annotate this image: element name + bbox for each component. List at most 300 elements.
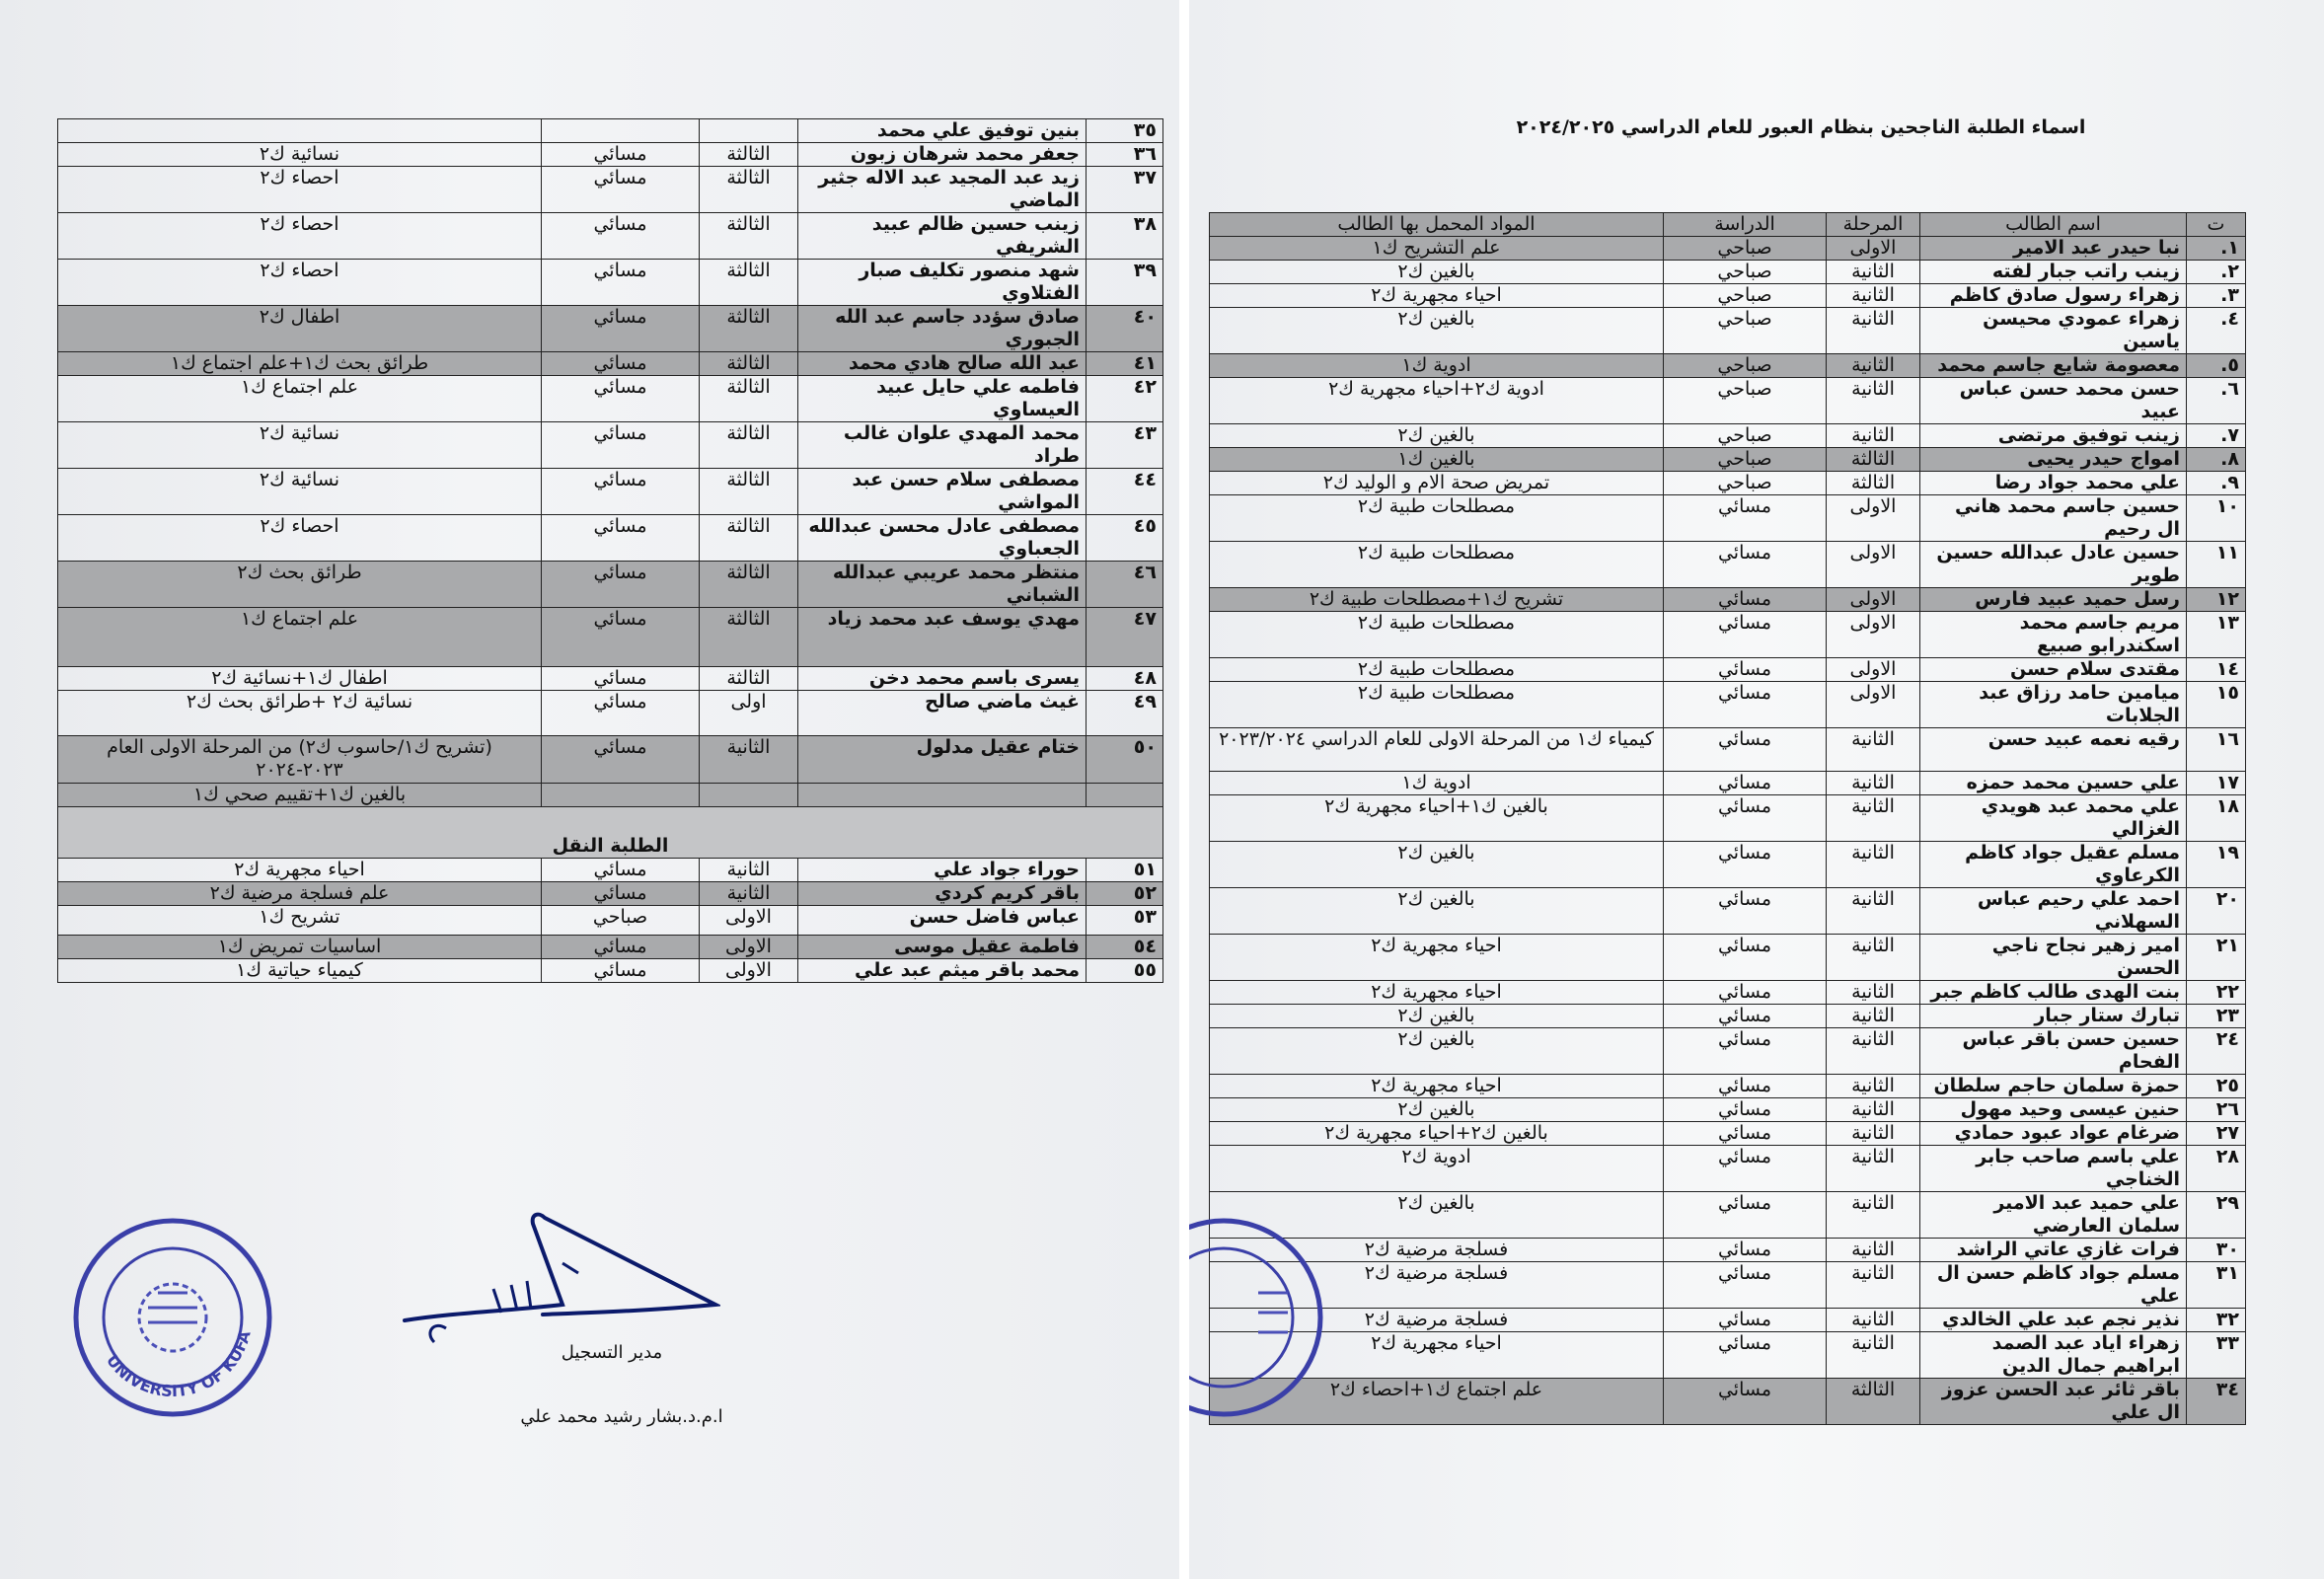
row-number: ٣٤ <box>2187 1379 2246 1425</box>
table-row <box>58 667 1163 691</box>
row-number: ٣٦ <box>1087 143 1163 167</box>
row-number: ٢٢ <box>2187 981 2246 1005</box>
row-number: ١٤ <box>2187 658 2246 682</box>
row-number: ٩. <box>2187 472 2246 495</box>
subjects: تشريح ك١+مصطلحات طبية ك٢ <box>1210 588 1664 612</box>
subjects: طرائق بحث ك٢ <box>58 562 542 608</box>
table-row <box>58 736 1163 784</box>
study-type: مسائي <box>542 306 700 352</box>
student-name: فاطمه علي حايل عبيد العيساوي <box>798 376 1087 422</box>
stage: الثانية <box>1827 1192 1920 1239</box>
study-type: مسائي <box>1664 1028 1827 1075</box>
student-name: امواج حيدر يحيى <box>1920 448 2187 472</box>
study-type: صباحي <box>1664 378 1827 424</box>
study-type: مسائي <box>1664 1192 1827 1239</box>
row-number: ٣١ <box>2187 1262 2246 1309</box>
subjects: كيمياء ك١ من المرحلة الاولى للعام الدراسي ٢٠٢٣/٢٠٢٤ <box>1210 728 1664 772</box>
row-number: ٣٩ <box>1087 260 1163 306</box>
table-row <box>58 882 1163 906</box>
table-row <box>1210 424 2246 448</box>
row-number: ٢٨ <box>2187 1146 2246 1192</box>
stage: الثالثة <box>700 667 798 691</box>
subjects: احياء مجهرية ك٢ <box>1210 284 1664 308</box>
student-name: شهد منصور تكليف صبار الفتلاوي <box>798 260 1087 306</box>
table-row <box>1210 1122 2246 1146</box>
study-type: مسائي <box>542 469 700 515</box>
table-row <box>1210 658 2246 682</box>
row-number: ٣٣ <box>2187 1332 2246 1379</box>
subjects: بالغين ك٢ <box>1210 261 1664 284</box>
student-name: تبارك ستار جبار <box>1920 1005 2187 1028</box>
row-number: ٦. <box>2187 378 2246 424</box>
row-number: ٤٨ <box>1087 667 1163 691</box>
row-number: ٣٥ <box>1087 119 1163 143</box>
subjects: تمريض صحة الام و الوليد ك٢ <box>1210 472 1664 495</box>
university-stamp <box>1189 1214 1327 1421</box>
subjects: احياء مجهرية ك٢ <box>58 859 542 882</box>
row-number: ٤٤ <box>1087 469 1163 515</box>
row-number: ١٠ <box>2187 495 2246 542</box>
study-type: مسائي <box>1664 935 1827 981</box>
table-row <box>1210 842 2246 888</box>
student-name: رقيه نعمه عبيد حسن <box>1920 728 2187 772</box>
stage: الثانية <box>1827 1122 1920 1146</box>
study-type: صباحي <box>542 906 700 936</box>
stage: الاولى <box>1827 542 1920 588</box>
stage: الاولى <box>1827 658 1920 682</box>
row-number: ٧. <box>2187 424 2246 448</box>
study-type: صباحي <box>1664 472 1827 495</box>
row-number: ٤٩ <box>1087 691 1163 736</box>
row-number: ٢٥ <box>2187 1075 2246 1098</box>
stage: الثانية <box>1827 424 1920 448</box>
stage: الاولى <box>700 959 798 983</box>
student-name: باقر كريم كردي <box>798 882 1087 906</box>
stage: الثانية <box>1827 888 1920 935</box>
study-type: مسائي <box>542 562 700 608</box>
student-name: علي باسم صاحب جابر الخناجي <box>1920 1146 2187 1192</box>
row-number: ٣. <box>2187 284 2246 308</box>
subjects: مصطلحات طبية ك٢ <box>1210 682 1664 728</box>
stage: الثانية <box>1827 772 1920 795</box>
student-name: مصطفى عادل محسن عبدالله الجعباوي <box>798 515 1087 562</box>
table-row <box>1210 1005 2246 1028</box>
subjects: بالغين ك٢+احياء مجهرية ك٢ <box>1210 1122 1664 1146</box>
col-header-stage: المرحلة <box>1827 213 1920 237</box>
subjects: احصاء ك٢ <box>58 167 542 213</box>
student-name: ختام عقيل مدلول <box>798 736 1087 784</box>
study-type: مسائي <box>542 691 700 736</box>
row-number <box>1087 784 1163 807</box>
study-type: مسائي <box>1664 542 1827 588</box>
study-type: مسائي <box>1664 1098 1827 1122</box>
stage: الثانية <box>1827 1098 1920 1122</box>
study-type: مسائي <box>542 882 700 906</box>
stage: الثانية <box>1827 1332 1920 1379</box>
stage: الثانية <box>1827 308 1920 354</box>
table-row <box>58 515 1163 562</box>
study-type: مسائي <box>542 260 700 306</box>
study-type: مسائي <box>542 667 700 691</box>
student-name: زهراء عمودي محيسن ياسين <box>1920 308 2187 354</box>
subjects: طرائق بحث ك١+علم اجتماع ك١ <box>58 352 542 376</box>
student-name: حسن محمد حسن عباس عبيد <box>1920 378 2187 424</box>
study-type: مسائي <box>1664 1075 1827 1098</box>
subjects: علم فسلجة مرضية ك٢ <box>58 882 542 906</box>
subjects: بالغين ك١+احياء مجهرية ك٢ <box>1210 795 1664 842</box>
table-row <box>1210 795 2246 842</box>
stage: الاولى <box>1827 612 1920 658</box>
student-name: نذير نجم عبد علي الخالدي <box>1920 1309 2187 1332</box>
table-row <box>58 859 1163 882</box>
subjects: نسائية ك٢ <box>58 469 542 515</box>
study-type: مسائي <box>1664 981 1827 1005</box>
student-name: مقتدى سلام حسن <box>1920 658 2187 682</box>
stage: الاولى <box>700 936 798 959</box>
study-type: مسائي <box>542 608 700 667</box>
stage: الثالثة <box>700 167 798 213</box>
subjects: اطفال ك٢ <box>58 306 542 352</box>
subjects: اساسيات تمريض ك١ <box>58 936 542 959</box>
subjects: ادوية ك٢+احياء مجهرية ك٢ <box>1210 378 1664 424</box>
subjects <box>58 119 542 143</box>
stage: الثانية <box>1827 1262 1920 1309</box>
study-type <box>542 784 700 807</box>
student-name: حسين جاسم محمد هاني ال رحيم <box>1920 495 2187 542</box>
stage: الاولى <box>1827 237 1920 261</box>
study-type: مسائي <box>1664 1332 1827 1379</box>
study-type: مسائي <box>1664 772 1827 795</box>
study-type: مسائي <box>1664 795 1827 842</box>
subjects: فسلجة مرضية ك٢ <box>1210 1239 1664 1262</box>
study-type: صباحي <box>1664 237 1827 261</box>
table-row <box>58 906 1163 936</box>
subjects: احياء مجهرية ك٢ <box>1210 1075 1664 1098</box>
student-name: مريم جاسم محمد اسكندرابو صبيع <box>1920 612 2187 658</box>
study-type: مسائي <box>1664 588 1827 612</box>
signature <box>395 1194 720 1352</box>
student-name: علي حسين محمد حمزه <box>1920 772 2187 795</box>
study-type: مسائي <box>1664 1309 1827 1332</box>
student-name: عباس فاضل حسن <box>798 906 1087 936</box>
subjects: مصطلحات طبية ك٢ <box>1210 542 1664 588</box>
study-type: مسائي <box>1664 1262 1827 1309</box>
stage: الثالثة <box>1827 472 1920 495</box>
subjects: مصطلحات طبية ك٢ <box>1210 658 1664 682</box>
col-header-subjects: المواد المحمل بها الطالب <box>1210 213 1664 237</box>
table-row <box>58 608 1163 667</box>
table-row <box>1210 495 2246 542</box>
stage: الثالثة <box>700 143 798 167</box>
stage: الثانية <box>1827 935 1920 981</box>
subjects: نسائية ك٢ <box>58 143 542 167</box>
row-number: ٢٣ <box>2187 1005 2246 1028</box>
table-row <box>1210 682 2246 728</box>
university-stamp <box>69 1214 276 1421</box>
row-number: ٤. <box>2187 308 2246 354</box>
stage: الثانية <box>1827 284 1920 308</box>
row-number: ٥. <box>2187 354 2246 378</box>
student-name: علي محمد جواد رضا <box>1920 472 2187 495</box>
stage: اولى <box>700 691 798 736</box>
col-header-number: ت <box>2187 213 2246 237</box>
student-name: فاطمة عقيل موسى <box>798 936 1087 959</box>
stage: الثانية <box>1827 795 1920 842</box>
study-type: صباحي <box>1664 284 1827 308</box>
left-roster-table <box>57 118 1163 983</box>
study-type: مسائي <box>542 167 700 213</box>
stage: الثالثة <box>1827 448 1920 472</box>
table-row <box>58 959 1163 983</box>
student-name: فرات غازي عاتي الراشد <box>1920 1239 2187 1262</box>
subjects: بالغين ك٢ <box>1210 842 1664 888</box>
director-name: ا.م.د.بشار رشيد محمد علي <box>520 1406 723 1427</box>
student-name: زيد عبد المجيد عبد الاله جثير الماضي <box>798 167 1087 213</box>
student-name: معصومة شايع جاسم محمد <box>1920 354 2187 378</box>
study-type: مسائي <box>1664 728 1827 772</box>
subjects: علم التشريح ك١ <box>1210 237 1664 261</box>
subjects: بالغين ك٢ <box>1210 1192 1664 1239</box>
study-type: مسائي <box>542 936 700 959</box>
stage: الثالثة <box>700 376 798 422</box>
stage <box>700 784 798 807</box>
row-number: ١٩ <box>2187 842 2246 888</box>
table-row <box>58 352 1163 376</box>
subjects: بالغين ك٢ <box>1210 888 1664 935</box>
section-row <box>58 807 1163 859</box>
stage: الثالثة <box>700 352 798 376</box>
stage: الثانية <box>1827 842 1920 888</box>
student-name: ميامين حامد رزاق عبد الجلابات <box>1920 682 2187 728</box>
table-row <box>1210 354 2246 378</box>
student-name: مصطفى سلام حسن عبد المواشي <box>798 469 1087 515</box>
student-name: امير زهير نجاح ناجي الحسن <box>1920 935 2187 981</box>
student-name: عبد الله صالح هادي محمد <box>798 352 1087 376</box>
subjects: (تشريح ك١/حاسوب ك٢) من المرحلة الاولى العام ٢٠٢٣-٢٠٢٤ <box>58 736 542 784</box>
row-number: ٢. <box>2187 261 2246 284</box>
stage: الاولى <box>1827 682 1920 728</box>
subjects: علم اجتماع ك١+احصاء ك٢ <box>1210 1379 1664 1425</box>
table-row <box>58 784 1163 807</box>
svg-text:UNIVERSITY OF KUFA: UNIVERSITY OF KUFA <box>103 1328 255 1401</box>
table-row <box>58 562 1163 608</box>
subjects: بالغين ك٢ <box>1210 308 1664 354</box>
table-row <box>58 306 1163 352</box>
row-number: ٤٥ <box>1087 515 1163 562</box>
student-name: بنت الهدى طالب كاظم جبر <box>1920 981 2187 1005</box>
subjects: بالغين ك٢ <box>1210 424 1664 448</box>
study-type: مسائي <box>1664 658 1827 682</box>
subjects: ادوية ك١ <box>1210 772 1664 795</box>
table-row <box>58 143 1163 167</box>
student-name: حوراء جواد علي <box>798 859 1087 882</box>
row-number: ٤٧ <box>1087 608 1163 667</box>
table-row <box>1210 1332 2246 1379</box>
student-name: منتظر محمد عريبي عبدالله الشباني <box>798 562 1087 608</box>
study-type: مسائي <box>542 352 700 376</box>
student-name: غيث ماضي صالح <box>798 691 1087 736</box>
student-name: زهراء رسول صادق كاظم <box>1920 284 2187 308</box>
right-roster-table <box>1209 212 2246 1425</box>
student-name: حنين عيسى وحيد مهول <box>1920 1098 2187 1122</box>
table-row <box>1210 237 2246 261</box>
row-number: ١٥ <box>2187 682 2246 728</box>
student-name <box>798 784 1087 807</box>
row-number: ٥٢ <box>1087 882 1163 906</box>
row-number: ٣٨ <box>1087 213 1163 260</box>
table-row <box>1210 1192 2246 1239</box>
row-number: ١٨ <box>2187 795 2246 842</box>
study-type: صباحي <box>1664 448 1827 472</box>
row-number: ٣٠ <box>2187 1239 2246 1262</box>
stage: الاولى <box>1827 588 1920 612</box>
study-type: مسائي <box>542 959 700 983</box>
table-row <box>1210 1098 2246 1122</box>
student-name: زهراء اياد عبد الصمد ابراهيم جمال الدين <box>1920 1332 2187 1379</box>
stage <box>700 119 798 143</box>
student-name: محمد باقر ميثم عبد علي <box>798 959 1087 983</box>
table-row <box>58 167 1163 213</box>
row-number: ٢٠ <box>2187 888 2246 935</box>
col-header-name: اسم الطالب <box>1920 213 2187 237</box>
table-row <box>1210 1379 2246 1425</box>
subjects: بالغين ك١ <box>1210 448 1664 472</box>
student-name: صادق سؤدد جاسم عبد الله الجبوري <box>798 306 1087 352</box>
subjects: كيمياء حياتية ك١ <box>58 959 542 983</box>
table-row <box>1210 378 2246 424</box>
study-type <box>542 119 700 143</box>
table-row <box>58 119 1163 143</box>
student-name: ضرغام عواد عبود حمادي <box>1920 1122 2187 1146</box>
row-number: ٤٢ <box>1087 376 1163 422</box>
stage: الاولى <box>700 906 798 936</box>
stage: الثانية <box>700 859 798 882</box>
row-number: ٥٣ <box>1087 906 1163 936</box>
subjects: احصاء ك٢ <box>58 213 542 260</box>
row-number: ٤٣ <box>1087 422 1163 469</box>
stage: الاولى <box>1827 495 1920 542</box>
student-name: مسلم جواد كاظم حسن ال علي <box>1920 1262 2187 1309</box>
subjects: فسلجة مرضية ك٢ <box>1210 1309 1664 1332</box>
study-type: مسائي <box>1664 682 1827 728</box>
stage: الثالثة <box>700 260 798 306</box>
study-type: مسائي <box>1664 888 1827 935</box>
student-name: باقر ثائر عبد الحسن عزوز ال علي <box>1920 1379 2187 1425</box>
stage: الثانية <box>700 736 798 784</box>
table-row <box>1210 772 2246 795</box>
study-type: صباحي <box>1664 424 1827 448</box>
student-name: رسل حميد عبيد فارس <box>1920 588 2187 612</box>
stage: الثانية <box>1827 1146 1920 1192</box>
table-row <box>58 469 1163 515</box>
subjects: ادوية ك٢ <box>1210 1146 1664 1192</box>
stage: الثالثة <box>700 306 798 352</box>
student-name: علي حميد عبد الامير سلمان العارضي <box>1920 1192 2187 1239</box>
table-row <box>1210 1146 2246 1192</box>
table-row <box>1210 261 2246 284</box>
study-type: مسائي <box>1664 1379 1827 1425</box>
table-row <box>1210 472 2246 495</box>
student-name: محمد المهدي علوان غالب طراد <box>798 422 1087 469</box>
study-type: مسائي <box>542 859 700 882</box>
stage: الثانية <box>1827 1309 1920 1332</box>
table-row <box>1210 612 2246 658</box>
study-type: مسائي <box>1664 495 1827 542</box>
student-name: زينب توفيق مرتضى <box>1920 424 2187 448</box>
table-row <box>1210 448 2246 472</box>
study-type: صباحي <box>1664 308 1827 354</box>
stage: الثانية <box>1827 1075 1920 1098</box>
student-name: زينب حسين ظالم عبيد الشريفي <box>798 213 1087 260</box>
stage: الثالثة <box>700 608 798 667</box>
study-type: مسائي <box>542 143 700 167</box>
director-title: مدير التسجيل <box>561 1342 663 1363</box>
subjects: احصاء ك٢ <box>58 515 542 562</box>
study-type: مسائي <box>1664 1239 1827 1262</box>
table-row <box>58 376 1163 422</box>
row-number: ٣٧ <box>1087 167 1163 213</box>
table-row <box>58 422 1163 469</box>
stage: الثالثة <box>700 422 798 469</box>
study-type: مسائي <box>1664 1005 1827 1028</box>
table-row <box>1210 588 2246 612</box>
stage: الثالثة <box>1827 1379 1920 1425</box>
study-type: مسائي <box>542 213 700 260</box>
col-header-study: الدراسة <box>1664 213 1827 237</box>
row-number: ٢٦ <box>2187 1098 2246 1122</box>
student-name: حسين حسن باقر عباس الفحام <box>1920 1028 2187 1075</box>
table-row <box>58 691 1163 736</box>
table-row <box>58 936 1163 959</box>
row-number: ١٢ <box>2187 588 2246 612</box>
subjects: احصاء ك٢ <box>58 260 542 306</box>
row-number: ٤٠ <box>1087 306 1163 352</box>
subjects: احياء مجهرية ك٢ <box>1210 981 1664 1005</box>
stage: الثالثة <box>700 469 798 515</box>
row-number: ١٣ <box>2187 612 2246 658</box>
study-type: مسائي <box>1664 1122 1827 1146</box>
row-number: ٥١ <box>1087 859 1163 882</box>
subjects-note: بالغين ك١+تقييم صحي ك١ <box>58 784 542 807</box>
table-row <box>1210 935 2246 981</box>
student-name: حمزة سلمان حاجم سلطان <box>1920 1075 2187 1098</box>
subjects: فسلجة مرضية ك٢ <box>1210 1262 1664 1309</box>
table-row <box>1210 1075 2246 1098</box>
student-name: بنين توفيق علي محمد <box>798 119 1087 143</box>
study-type: مسائي <box>1664 1146 1827 1192</box>
subjects: مصطلحات طبية ك٢ <box>1210 612 1664 658</box>
row-number: ٢١ <box>2187 935 2246 981</box>
stage: الثانية <box>1827 1028 1920 1075</box>
row-number: ٢٤ <box>2187 1028 2246 1075</box>
stage: الثانية <box>1827 728 1920 772</box>
stage: الثانية <box>1827 1239 1920 1262</box>
row-number: ٣٢ <box>2187 1309 2246 1332</box>
student-name: زينب راتب جبار لفته <box>1920 261 2187 284</box>
study-type: مسائي <box>1664 612 1827 658</box>
row-number: ١١ <box>2187 542 2246 588</box>
student-name: يسرى باسم محمد دخن <box>798 667 1087 691</box>
table-row <box>1210 1309 2246 1332</box>
row-number: ٢٧ <box>2187 1122 2246 1146</box>
page-title: اسماء الطلبة الناجحين بنظام العبور للعام الدراسي ٢٠٢٤/٢٠٢٥ <box>1516 116 2086 138</box>
student-name: احمد علي رحيم عباس السهلاني <box>1920 888 2187 935</box>
table-row <box>58 213 1163 260</box>
subjects: ادوية ك١ <box>1210 354 1664 378</box>
row-number: ٨. <box>2187 448 2246 472</box>
stage: الثالثة <box>700 213 798 260</box>
section-heading: الطلبة النقل <box>58 807 1163 859</box>
